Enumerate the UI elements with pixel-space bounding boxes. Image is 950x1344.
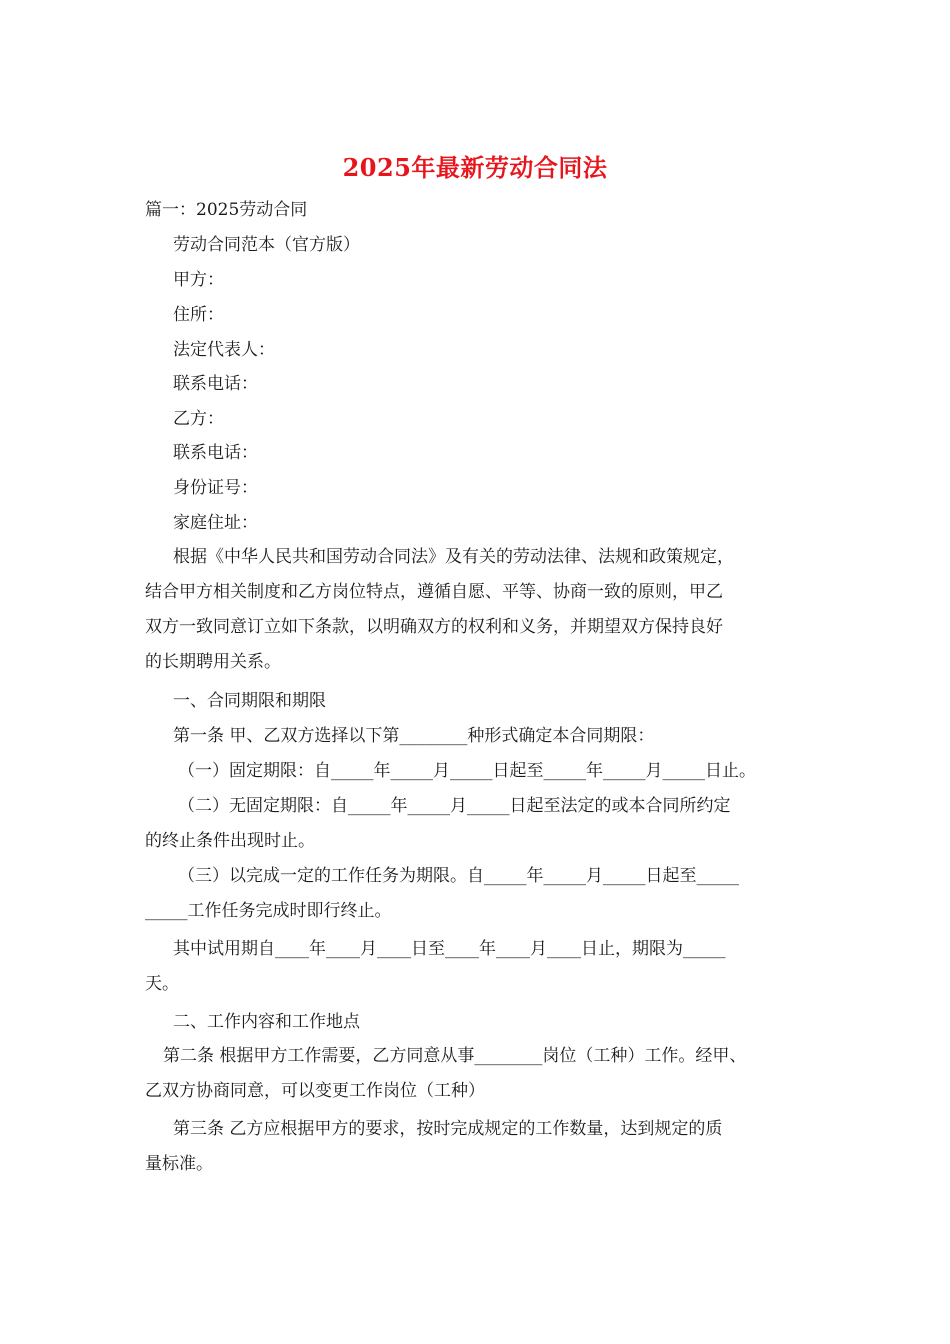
article-line: （二）无固定期限：自_____年_____月_____日起至法定的或本合同所约定 [178,796,731,816]
body-paragraph-line: 根据《中华人民共和国劳动合同法》及有关的劳动法律、法规和政策规定， [173,547,734,567]
address-label: 住所： [173,305,224,325]
section-heading: 二、工作内容和工作地点 [173,1012,360,1032]
phone-label-a: 联系电话： [173,374,258,394]
article-line: 的终止条件出现时止。 [145,831,315,851]
contract-subtitle: 劳动合同范本（官方版） [173,235,360,255]
body-paragraph-line: 双方一致同意订立如下条款，以明确双方的权利和义务，并期望双方保持良好 [145,617,723,637]
body-paragraph-line: 的长期聘用关系。 [145,652,281,672]
id-number-label: 身份证号： [173,478,258,498]
home-address-label: 家庭住址： [173,513,258,533]
legal-rep-label: 法定代表人： [173,340,275,360]
document-title: 2025年最新劳动合同法 [342,153,608,182]
article-line: （三）以完成一定的工作任务为期限。自_____年_____月_____日起至_____ [178,866,739,886]
body-paragraph-line: 结合甲方相关制度和乙方岗位特点，遵循自愿、平等、协商一致的原则，甲乙 [145,582,723,602]
article-line: 第一条 甲、乙双方选择以下第________种形式确定本合同期限： [173,726,655,746]
phone-label-b: 联系电话： [173,443,258,463]
section-heading: 篇一：2025劳动合同 [145,200,308,220]
article-line: _____工作任务完成时即行终止。 [145,901,392,921]
article-line: 其中试用期自____年____月____日至____年____月____日止，期限为_____ [173,939,726,959]
article-line: 第三条 乙方应根据甲方的要求，按时完成规定的工作数量，达到规定的质 [173,1119,723,1139]
article-line: 量标准。 [145,1154,213,1174]
section-heading: 一、合同期限和期限 [173,691,326,711]
article-line: （一）固定期限：自_____年_____月_____日起至_____年_____月_____日止。 [178,761,756,781]
article-line: 乙双方协商同意，可以变更工作岗位（工种） [145,1081,485,1101]
party-a-label: 甲方： [173,270,224,290]
article-line: 天。 [145,974,179,994]
article-line: 第二条 根据甲方工作需要，乙方同意从事________岗位（工种）工作。经甲、 [163,1046,747,1066]
party-b-label: 乙方： [173,409,224,429]
